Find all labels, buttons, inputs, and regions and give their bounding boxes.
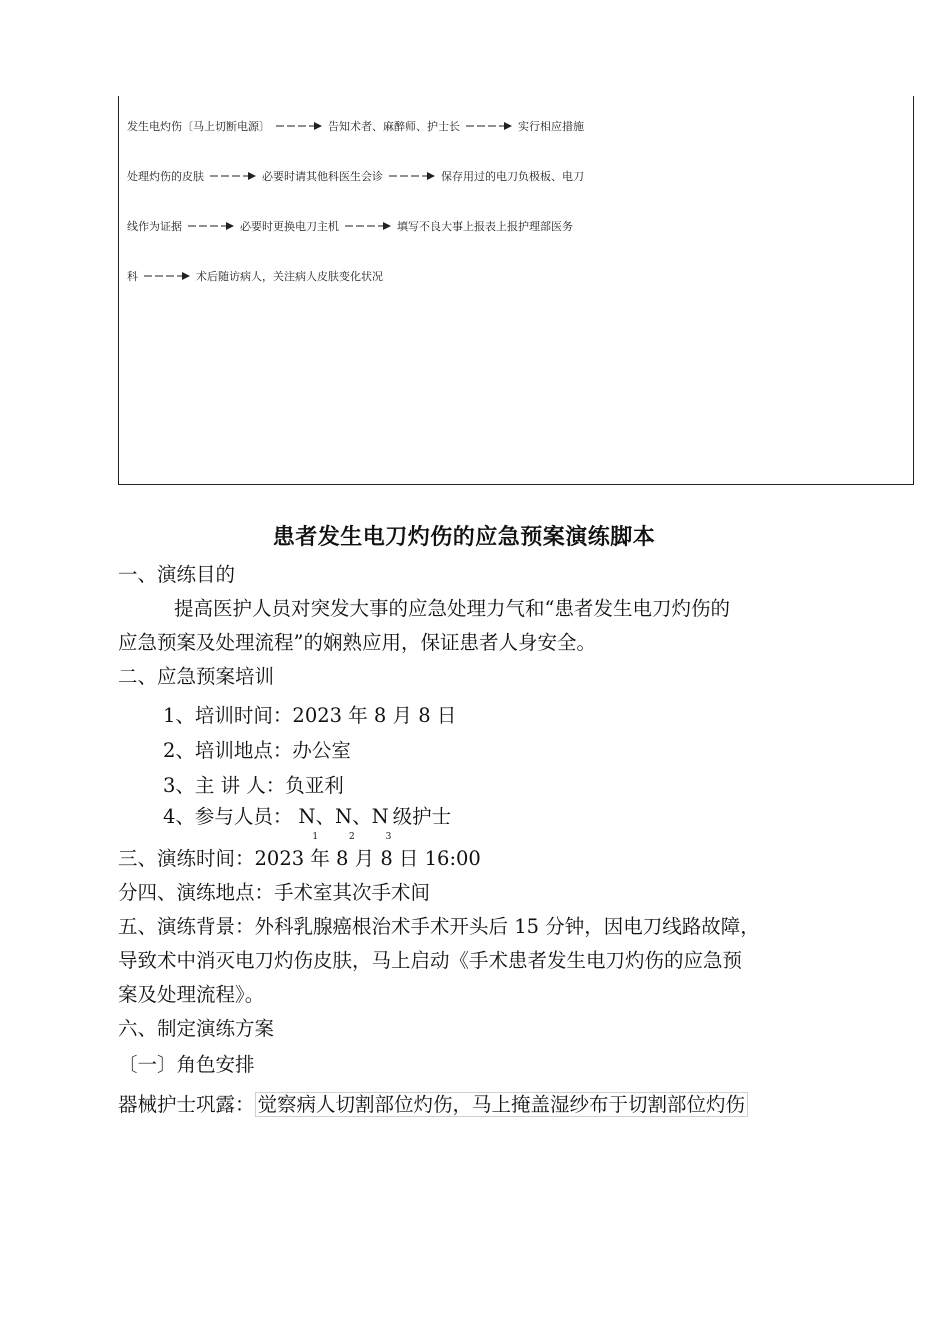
section-1-paragraph-line-1: 提高医护人员对突发大事的应急处理力气和“患者发生电刀灼伤的 <box>174 597 730 620</box>
arrow-icon <box>389 171 435 181</box>
training-lecturer: 3、主 讲 人：负亚利 <box>163 774 344 797</box>
flow-step: 发生电灼伤〔马上切断电源〕 <box>127 120 270 133</box>
flow-line-2 <box>127 168 584 184</box>
flow-line-1 <box>127 118 584 134</box>
drill-background-line-2: 导致术中消灭电刀灼伤皮肤，马上启动《手术患者发生电刀灼伤的应急预 <box>118 949 743 972</box>
role-label: 器械护士巩露： <box>118 1093 255 1116</box>
role-description: 觉察病人切割部位灼伤，马上掩盖湿纱布于切割部位灼伤 <box>255 1092 749 1117</box>
arrow-icon <box>144 271 190 281</box>
drill-time: 三、演练时间：2023 年 8 月 8 日 16:00 <box>118 847 481 870</box>
role-line <box>118 1091 748 1119</box>
flow-step: 告知术者、麻醉师、护士长 <box>328 120 460 133</box>
flow-step: 科 <box>127 270 138 283</box>
training-location: 2、培训地点：办公室 <box>163 739 351 762</box>
training-time: 1、培训时间：2023 年 8 月 8 日 <box>163 704 457 727</box>
page-title: 患者发生电刀灼伤的应急预案演练脚本 <box>272 525 656 550</box>
arrow-icon <box>345 221 391 231</box>
flow-line-4 <box>127 268 383 284</box>
arrow-icon <box>188 221 234 231</box>
flow-step: 必要时更换电刀主机 <box>240 220 339 233</box>
flow-step: 保存用过的电刀负极板、电刀 <box>441 170 584 183</box>
flowchart-box <box>118 96 914 485</box>
section-2-heading: 二、应急预案培训 <box>118 665 275 688</box>
section-1-heading: 一、演练目的 <box>118 563 236 586</box>
section-6-heading: 六、制定演练方案 <box>118 1017 275 1040</box>
arrow-icon <box>276 121 322 131</box>
drill-location: 分四、演练地点：手术室其次手术间 <box>118 881 431 904</box>
role-arrangement-heading: 〔一〕角色安排 <box>118 1053 255 1076</box>
drill-background-line-1: 五、演练背景：外科乳腺癌根治术手术开头后 15 分钟，因电刀线路故障， <box>118 915 760 938</box>
flow-step: 线作为证据 <box>127 220 182 233</box>
flow-step: 处理灼伤的皮肤 <box>127 170 204 183</box>
flow-step: 术后随访病人，关注病人皮肤变化状况 <box>196 270 383 283</box>
drill-background-line-3: 案及处理流程》。 <box>118 983 265 1006</box>
arrow-icon <box>466 121 512 131</box>
flow-step: 填写不良大事上报表上报护理部医务 <box>397 220 573 233</box>
training-participants: 4、参与人员： N 1 、N 2 、N 3 级护士 <box>163 805 452 842</box>
section-1-paragraph-line-2: 应急预案及处理流程”的娴熟应用，保证患者人身安全。 <box>118 631 596 654</box>
flow-step: 实行相应措施 <box>518 120 584 133</box>
flow-step: 必要时请其他科医生会诊 <box>262 170 383 183</box>
arrow-icon <box>210 171 256 181</box>
flow-line-3 <box>127 218 573 234</box>
